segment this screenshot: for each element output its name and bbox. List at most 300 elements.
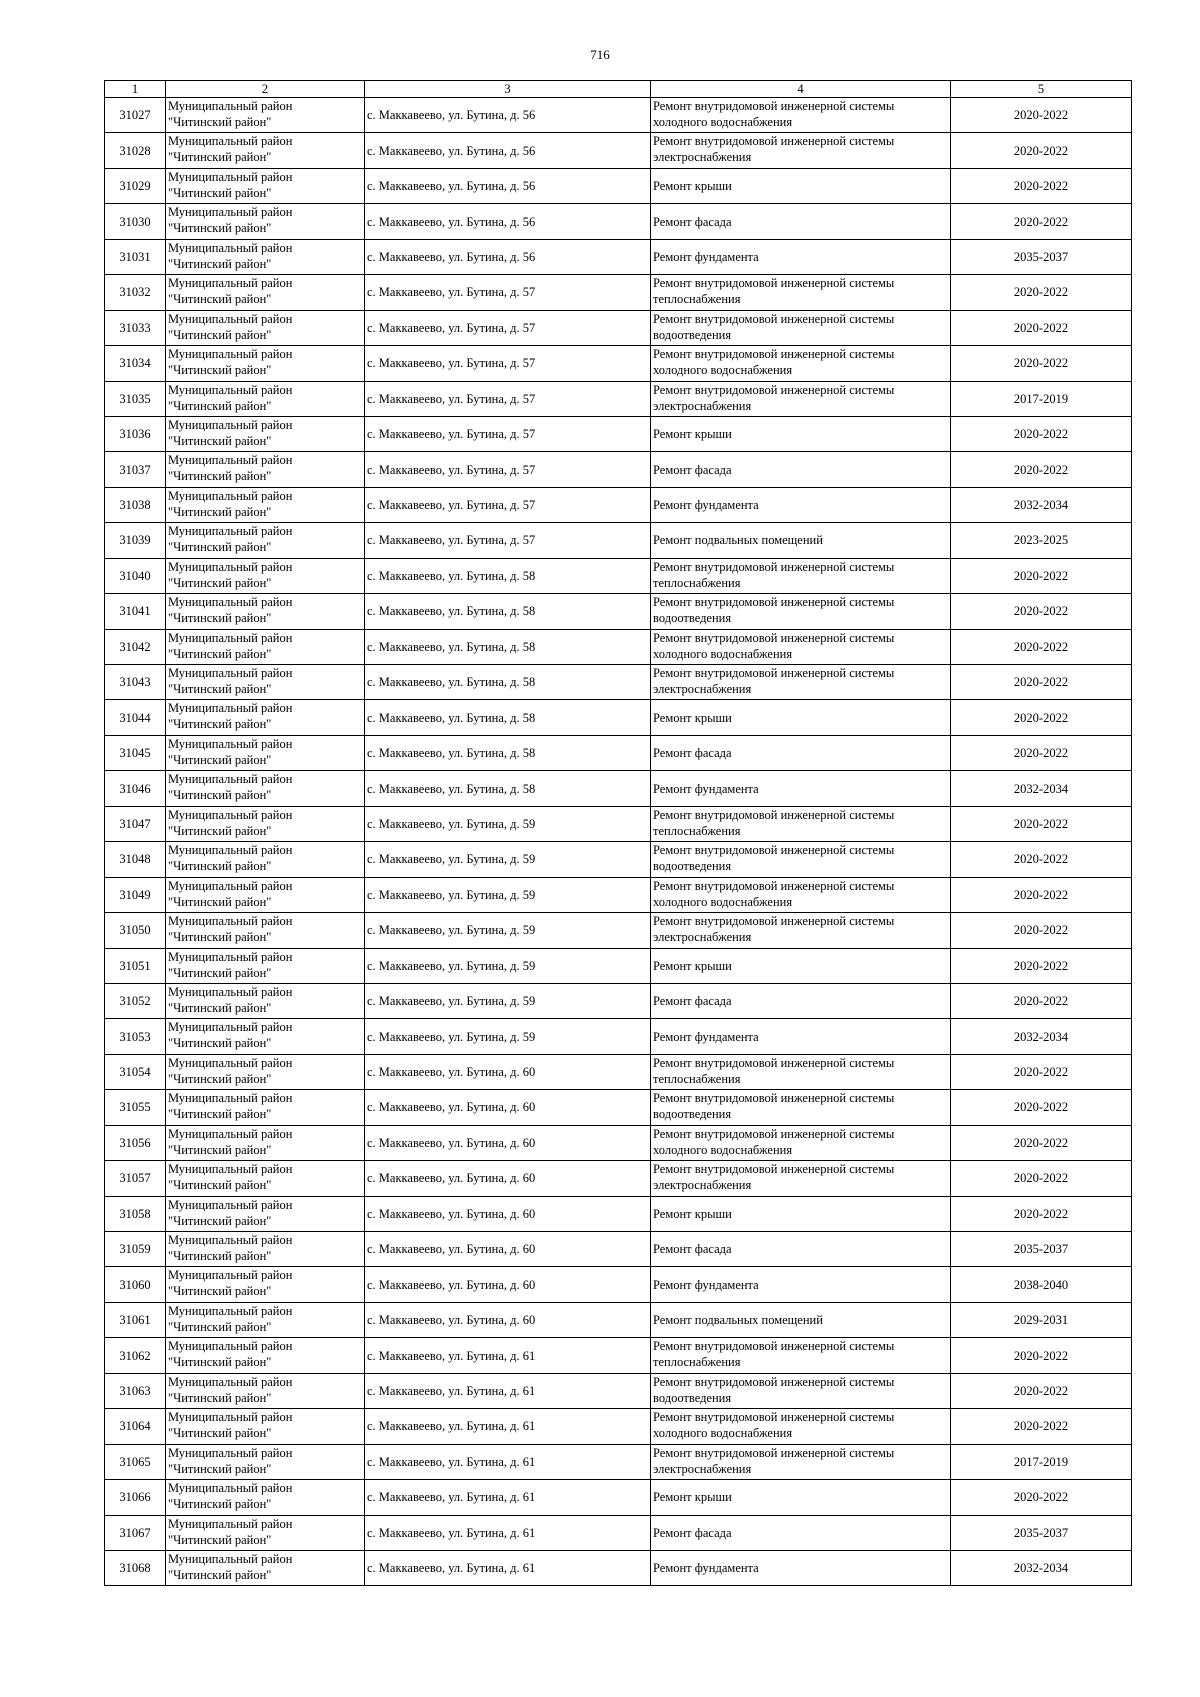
work-type-cell [651, 239, 951, 274]
municipality-line: Муниципальный район [168, 1233, 293, 1247]
work-type-line: Ремонт внутридомовой инженерной системы [653, 878, 895, 893]
row-number-cell: 31033 [105, 310, 166, 345]
table-row [105, 1480, 1132, 1515]
work-type-line: Ремонт внутридомовой инженерной системы [653, 914, 895, 929]
address-cell: с. Маккавеево, ул. Бутина, д. 59 [365, 877, 651, 912]
work-type-cell [651, 452, 951, 487]
work-type-line: Ремонт фундамента [653, 781, 759, 796]
table-row [105, 948, 1132, 983]
municipality-line: "Читинский район" [168, 150, 272, 165]
municipality-line: Муниципальный район [168, 417, 293, 432]
work-type-line: теплоснабжения [653, 1355, 741, 1370]
table-row [105, 629, 1132, 664]
work-type-line: Ремонт внутридомовой инженерной системы [653, 311, 895, 326]
municipality-cell [166, 665, 365, 700]
row-number-cell: 31043 [105, 665, 166, 700]
work-type-line: Ремонт внутридомовой инженерной системы [653, 1339, 895, 1354]
municipality-line: Муниципальный район [168, 701, 293, 716]
address-cell: с. Маккавеево, ул. Бутина, д. 60 [365, 1196, 651, 1231]
municipality-cell [166, 771, 365, 806]
table-row [105, 913, 1132, 948]
period-cell: 2032-2034 [951, 1019, 1132, 1054]
table-row [105, 204, 1132, 239]
row-number-cell: 31059 [105, 1232, 166, 1267]
work-type-line: водоотведения [653, 1390, 732, 1405]
row-number-cell: 31049 [105, 877, 166, 912]
municipality-cell [166, 983, 365, 1018]
work-type-cell [651, 133, 951, 168]
address-cell: с. Маккавеево, ул. Бутина, д. 58 [365, 629, 651, 664]
municipality-line: Муниципальный район [168, 99, 293, 113]
row-number-cell: 31066 [105, 1480, 166, 1515]
municipality-line: "Читинский район" [168, 256, 272, 271]
table-row [105, 1019, 1132, 1054]
work-type-line: теплоснабжения [653, 1071, 741, 1086]
period-cell: 2020-2022 [951, 133, 1132, 168]
municipality-line: "Читинский район" [168, 1000, 272, 1015]
address-cell: с. Маккавеево, ул. Бутина, д. 59 [365, 913, 651, 948]
row-number-cell: 31035 [105, 381, 166, 416]
period-cell: 2038-2040 [951, 1267, 1132, 1302]
address-cell: с. Маккавеево, ул. Бутина, д. 61 [365, 1550, 651, 1585]
municipality-line: Муниципальный район [168, 559, 293, 574]
work-type-cell [651, 1090, 951, 1125]
address-cell: с. Маккавеево, ул. Бутина, д. 57 [365, 310, 651, 345]
work-type-line: Ремонт крыши [653, 710, 732, 725]
work-type-line: Ремонт фундамента [653, 498, 759, 513]
row-number-cell: 31061 [105, 1302, 166, 1337]
municipality-cell [166, 1196, 365, 1231]
work-type-line: Ремонт фундамента [653, 1029, 759, 1044]
period-cell: 2020-2022 [951, 275, 1132, 310]
municipality-line: Муниципальный район [168, 134, 293, 149]
work-type-line: водоотведения [653, 1107, 732, 1122]
address-cell: с. Маккавеево, ул. Бутина, д. 60 [365, 1090, 651, 1125]
table-row [105, 168, 1132, 203]
table-row [105, 1515, 1132, 1550]
municipality-line: "Читинский район" [168, 1284, 272, 1299]
municipality-line: Муниципальный район [168, 453, 293, 468]
municipality-cell [166, 1125, 365, 1160]
address-cell: с. Маккавеево, ул. Бутина, д. 60 [365, 1302, 651, 1337]
municipality-line: Муниципальный район [168, 843, 293, 858]
municipality-cell [166, 1444, 365, 1479]
municipality-cell [166, 239, 365, 274]
municipality-line: Муниципальный район [168, 807, 293, 822]
municipality-line: Муниципальный район [168, 984, 293, 999]
period-cell: 2020-2022 [951, 735, 1132, 770]
municipality-line: "Читинский район" [168, 717, 272, 732]
work-type-cell [651, 665, 951, 700]
work-type-line: Ремонт фасада [653, 462, 732, 477]
municipality-line: "Читинский район" [168, 646, 272, 661]
municipality-cell [166, 877, 365, 912]
municipality-cell [166, 1480, 365, 1515]
address-cell: с. Маккавеево, ул. Бутина, д. 60 [365, 1232, 651, 1267]
work-type-line: электроснабжения [653, 150, 752, 165]
work-type-line: холодного водоснабжения [653, 894, 793, 909]
address-cell: с. Маккавеево, ул. Бутина, д. 58 [365, 558, 651, 593]
table-body [105, 98, 1132, 1586]
header-row [105, 81, 1132, 98]
work-type-line: холодного водоснабжения [653, 646, 793, 661]
table-header [105, 81, 1132, 98]
municipality-line: "Читинский район" [168, 398, 272, 413]
period-cell: 2020-2022 [951, 948, 1132, 983]
work-type-line: холодного водоснабжения [653, 1426, 793, 1441]
municipality-line: Муниципальный район [168, 276, 293, 291]
work-type-cell [651, 700, 951, 735]
municipality-cell [166, 1161, 365, 1196]
municipality-line: Муниципальный район [168, 1162, 293, 1177]
work-type-line: Ремонт внутридомовой инженерной системы [653, 630, 895, 645]
period-cell: 2020-2022 [951, 452, 1132, 487]
work-type-cell [651, 1515, 951, 1550]
work-type-line: Ремонт внутридомовой инженерной системы [653, 595, 895, 610]
address-cell: с. Маккавеево, ул. Бутина, д. 58 [365, 771, 651, 806]
table-row [105, 133, 1132, 168]
municipality-cell [166, 98, 365, 133]
address-cell: с. Маккавеево, ул. Бутина, д. 61 [365, 1409, 651, 1444]
work-type-line: электроснабжения [653, 1461, 752, 1476]
municipality-line: Муниципальный район [168, 1020, 293, 1035]
period-cell: 2023-2025 [951, 523, 1132, 558]
municipality-line: Муниципальный район [168, 1055, 293, 1070]
address-cell: с. Маккавеево, ул. Бутина, д. 59 [365, 842, 651, 877]
work-type-line: Ремонт фасада [653, 994, 732, 1009]
row-number-cell: 31042 [105, 629, 166, 664]
table-row [105, 806, 1132, 841]
municipality-line: "Читинский район" [168, 823, 272, 838]
work-type-line: Ремонт внутридомовой инженерной системы [653, 134, 895, 149]
column-header-1: 1 [105, 81, 166, 98]
municipality-line: "Читинский район" [168, 469, 272, 484]
municipality-line: Муниципальный район [168, 524, 293, 539]
municipality-cell [166, 1054, 365, 1089]
work-type-line: Ремонт фасада [653, 1242, 732, 1257]
work-type-line: Ремонт внутридомовой инженерной системы [653, 1445, 895, 1460]
municipality-cell [166, 842, 365, 877]
period-cell: 2035-2037 [951, 1232, 1132, 1267]
municipality-line: "Читинский район" [168, 1390, 272, 1405]
period-cell: 2020-2022 [951, 416, 1132, 451]
address-cell: с. Маккавеево, ул. Бутина, д. 59 [365, 983, 651, 1018]
period-cell: 2020-2022 [951, 1409, 1132, 1444]
table-row [105, 1409, 1132, 1444]
work-type-line: Ремонт фасада [653, 1525, 732, 1540]
work-type-cell [651, 1054, 951, 1089]
municipality-line: "Читинский район" [168, 363, 272, 378]
municipality-cell [166, 1232, 365, 1267]
municipality-line: Муниципальный район [168, 1197, 293, 1212]
address-cell: с. Маккавеево, ул. Бутина, д. 61 [365, 1480, 651, 1515]
row-number-cell: 31053 [105, 1019, 166, 1054]
municipality-line: "Читинский район" [168, 327, 272, 342]
work-type-line: Ремонт фундамента [653, 1277, 759, 1292]
row-number-cell: 31029 [105, 168, 166, 203]
period-cell: 2032-2034 [951, 1550, 1132, 1585]
work-type-line: водоотведения [653, 611, 732, 626]
table-row [105, 558, 1132, 593]
period-cell: 2032-2034 [951, 487, 1132, 522]
address-cell: с. Маккавеево, ул. Бутина, д. 61 [365, 1338, 651, 1373]
municipality-cell [166, 806, 365, 841]
period-cell: 2020-2022 [951, 98, 1132, 133]
work-type-line: холодного водоснабжения [653, 1142, 793, 1157]
work-type-cell [651, 346, 951, 381]
row-number-cell: 31048 [105, 842, 166, 877]
row-number-cell: 31067 [105, 1515, 166, 1550]
table-row [105, 310, 1132, 345]
address-cell: с. Маккавеево, ул. Бутина, д. 56 [365, 204, 651, 239]
table-row [105, 1338, 1132, 1373]
municipality-line: Муниципальный район [168, 949, 293, 964]
address-cell: с. Маккавеево, ул. Бутина, д. 58 [365, 594, 651, 629]
municipality-line: "Читинский район" [168, 1036, 272, 1051]
address-cell: с. Маккавеево, ул. Бутина, д. 57 [365, 275, 651, 310]
row-number-cell: 31028 [105, 133, 166, 168]
municipality-cell [166, 452, 365, 487]
municipality-cell [166, 381, 365, 416]
row-number-cell: 31032 [105, 275, 166, 310]
work-type-line: Ремонт подвальных помещений [653, 533, 823, 548]
table-row [105, 842, 1132, 877]
work-type-cell [651, 1550, 951, 1585]
municipality-line: Муниципальный район [168, 1091, 293, 1106]
municipality-line: Муниципальный район [168, 488, 293, 503]
municipality-line: "Читинский район" [168, 1213, 272, 1228]
table-row [105, 665, 1132, 700]
work-type-line: Ремонт внутридомовой инженерной системы [653, 1091, 895, 1106]
work-type-cell [651, 948, 951, 983]
work-type-line: Ремонт внутридомовой инженерной системы [653, 1374, 895, 1389]
address-cell: с. Маккавеево, ул. Бутина, д. 60 [365, 1267, 651, 1302]
municipality-line: Муниципальный район [168, 914, 293, 929]
work-type-line: Ремонт внутридомовой инженерной системы [653, 1055, 895, 1070]
row-number-cell: 31027 [105, 98, 166, 133]
row-number-cell: 31034 [105, 346, 166, 381]
work-type-line: Ремонт внутридомовой инженерной системы [653, 1410, 895, 1425]
table-row [105, 98, 1132, 133]
row-number-cell: 31052 [105, 983, 166, 1018]
municipality-line: "Читинский район" [168, 292, 272, 307]
work-type-line: электроснабжения [653, 1178, 752, 1193]
address-cell: с. Маккавеево, ул. Бутина, д. 60 [365, 1054, 651, 1089]
table-row [105, 452, 1132, 487]
address-cell: с. Маккавеево, ул. Бутина, д. 58 [365, 665, 651, 700]
work-type-cell [651, 1338, 951, 1373]
row-number-cell: 31041 [105, 594, 166, 629]
municipality-cell [166, 1019, 365, 1054]
period-cell: 2032-2034 [951, 771, 1132, 806]
municipality-cell [166, 558, 365, 593]
table-row [105, 416, 1132, 451]
address-cell: с. Маккавеево, ул. Бутина, д. 56 [365, 239, 651, 274]
municipality-line: Муниципальный район [168, 1481, 293, 1496]
work-type-line: холодного водоснабжения [653, 363, 793, 378]
work-type-cell [651, 1480, 951, 1515]
table-row [105, 1125, 1132, 1160]
row-number-cell: 31054 [105, 1054, 166, 1089]
municipality-line: "Читинский район" [168, 930, 272, 945]
period-cell: 2020-2022 [951, 204, 1132, 239]
municipality-line: Муниципальный район [168, 240, 293, 255]
address-cell: с. Маккавеево, ул. Бутина, д. 60 [365, 1125, 651, 1160]
work-type-cell [651, 558, 951, 593]
municipality-cell [166, 310, 365, 345]
table-row [105, 1302, 1132, 1337]
row-number-cell: 31068 [105, 1550, 166, 1585]
work-type-line: теплоснабжения [653, 823, 741, 838]
address-cell: с. Маккавеево, ул. Бутина, д. 57 [365, 452, 651, 487]
work-type-cell [651, 1409, 951, 1444]
period-cell: 2020-2022 [951, 913, 1132, 948]
municipality-line: "Читинский район" [168, 1532, 272, 1547]
municipality-line: Муниципальный район [168, 1516, 293, 1531]
municipality-line: "Читинский район" [168, 575, 272, 590]
work-type-cell [651, 204, 951, 239]
table-row [105, 1196, 1132, 1231]
address-cell: с. Маккавеево, ул. Бутина, д. 57 [365, 416, 651, 451]
period-cell: 2020-2022 [951, 346, 1132, 381]
row-number-cell: 31051 [105, 948, 166, 983]
column-header-3: 3 [365, 81, 651, 98]
municipality-line: "Читинский район" [168, 965, 272, 980]
table-row [105, 1444, 1132, 1479]
work-type-line: теплоснабжения [653, 292, 741, 307]
row-number-cell: 31060 [105, 1267, 166, 1302]
municipality-line: Муниципальный район [168, 1303, 293, 1318]
work-type-line: холодного водоснабжения [653, 115, 793, 129]
row-number-cell: 31047 [105, 806, 166, 841]
address-cell: с. Маккавеево, ул. Бутина, д. 57 [365, 346, 651, 381]
address-cell: с. Маккавеево, ул. Бутина, д. 56 [365, 98, 651, 133]
row-number-cell: 31037 [105, 452, 166, 487]
table-row [105, 381, 1132, 416]
table-row [105, 735, 1132, 770]
municipality-cell [166, 1090, 365, 1125]
row-number-cell: 31031 [105, 239, 166, 274]
address-cell: с. Маккавеево, ул. Бутина, д. 57 [365, 523, 651, 558]
table-row [105, 700, 1132, 735]
municipality-line: "Читинский район" [168, 1567, 272, 1582]
table-row [105, 239, 1132, 274]
address-cell: с. Маккавеево, ул. Бутина, д. 59 [365, 948, 651, 983]
row-number-cell: 31062 [105, 1338, 166, 1373]
municipality-line: Муниципальный район [168, 736, 293, 751]
row-number-cell: 31038 [105, 487, 166, 522]
table-row [105, 877, 1132, 912]
work-type-cell [651, 983, 951, 1018]
column-header-5: 5 [951, 81, 1132, 98]
period-cell: 2020-2022 [951, 842, 1132, 877]
municipality-line: Муниципальный район [168, 1445, 293, 1460]
period-cell: 2020-2022 [951, 1338, 1132, 1373]
period-cell: 2020-2022 [951, 1480, 1132, 1515]
municipality-cell [166, 1302, 365, 1337]
period-cell: 2035-2037 [951, 239, 1132, 274]
period-cell: 2020-2022 [951, 594, 1132, 629]
municipality-line: Муниципальный район [168, 1551, 293, 1566]
municipality-line: "Читинский район" [168, 1426, 272, 1441]
municipality-line: "Читинский район" [168, 185, 272, 200]
municipality-cell [166, 346, 365, 381]
municipality-cell [166, 735, 365, 770]
municipality-line: Муниципальный район [168, 169, 293, 184]
municipality-line: Муниципальный район [168, 1268, 293, 1283]
row-number-cell: 31057 [105, 1161, 166, 1196]
work-type-cell [651, 1302, 951, 1337]
address-cell: с. Маккавеево, ул. Бутина, д. 58 [365, 700, 651, 735]
row-number-cell: 31040 [105, 558, 166, 593]
address-cell: с. Маккавеево, ул. Бутина, д. 56 [365, 168, 651, 203]
municipality-cell [166, 948, 365, 983]
work-type-line: Ремонт фундамента [653, 249, 759, 264]
municipality-line: Муниципальный район [168, 1339, 293, 1354]
period-cell: 2020-2022 [951, 983, 1132, 1018]
municipality-line: "Читинский район" [168, 540, 272, 555]
work-type-line: теплоснабжения [653, 575, 741, 590]
work-type-line: Ремонт фасада [653, 746, 732, 761]
period-cell: 2020-2022 [951, 1090, 1132, 1125]
work-type-cell [651, 1232, 951, 1267]
work-type-cell [651, 629, 951, 664]
work-type-line: Ремонт крыши [653, 958, 732, 973]
municipality-line: Муниципальный район [168, 205, 293, 220]
column-header-4: 4 [651, 81, 951, 98]
period-cell: 2020-2022 [951, 806, 1132, 841]
municipality-cell [166, 1409, 365, 1444]
work-type-line: Ремонт крыши [653, 179, 732, 194]
address-cell: с. Маккавеево, ул. Бутина, д. 60 [365, 1161, 651, 1196]
table-row [105, 1373, 1132, 1408]
municipality-line: "Читинский район" [168, 1142, 272, 1157]
municipality-line: "Читинский район" [168, 1249, 272, 1263]
municipality-line: Муниципальный район [168, 347, 293, 362]
municipality-line: "Читинский район" [168, 859, 272, 874]
table-row [105, 1232, 1132, 1267]
municipality-line: "Читинский район" [168, 894, 272, 909]
work-type-cell [651, 1196, 951, 1231]
period-cell: 2017-2019 [951, 381, 1132, 416]
work-type-cell [651, 416, 951, 451]
row-number-cell: 31030 [105, 204, 166, 239]
municipality-line: Муниципальный район [168, 595, 293, 610]
municipality-line: "Читинский район" [168, 1178, 272, 1193]
municipality-line: "Читинский район" [168, 115, 272, 129]
municipality-line: "Читинский район" [168, 1461, 272, 1476]
work-type-cell [651, 1161, 951, 1196]
period-cell: 2020-2022 [951, 629, 1132, 664]
period-cell: 2020-2022 [951, 1054, 1132, 1089]
table-row [105, 523, 1132, 558]
work-type-line: Ремонт внутридомовой инженерной системы [653, 1126, 895, 1141]
work-type-cell [651, 381, 951, 416]
municipality-line: Муниципальный район [168, 1374, 293, 1389]
municipality-cell [166, 700, 365, 735]
work-type-cell [651, 310, 951, 345]
period-cell: 2020-2022 [951, 665, 1132, 700]
table-row [105, 346, 1132, 381]
row-number-cell: 31063 [105, 1373, 166, 1408]
municipality-cell [166, 1515, 365, 1550]
work-type-cell [651, 523, 951, 558]
table-row [105, 594, 1132, 629]
work-type-line: Ремонт внутридомовой инженерной системы [653, 99, 895, 113]
column-header-2: 2 [166, 81, 365, 98]
table-row [105, 1090, 1132, 1125]
address-cell: с. Маккавеево, ул. Бутина, д. 56 [365, 133, 651, 168]
